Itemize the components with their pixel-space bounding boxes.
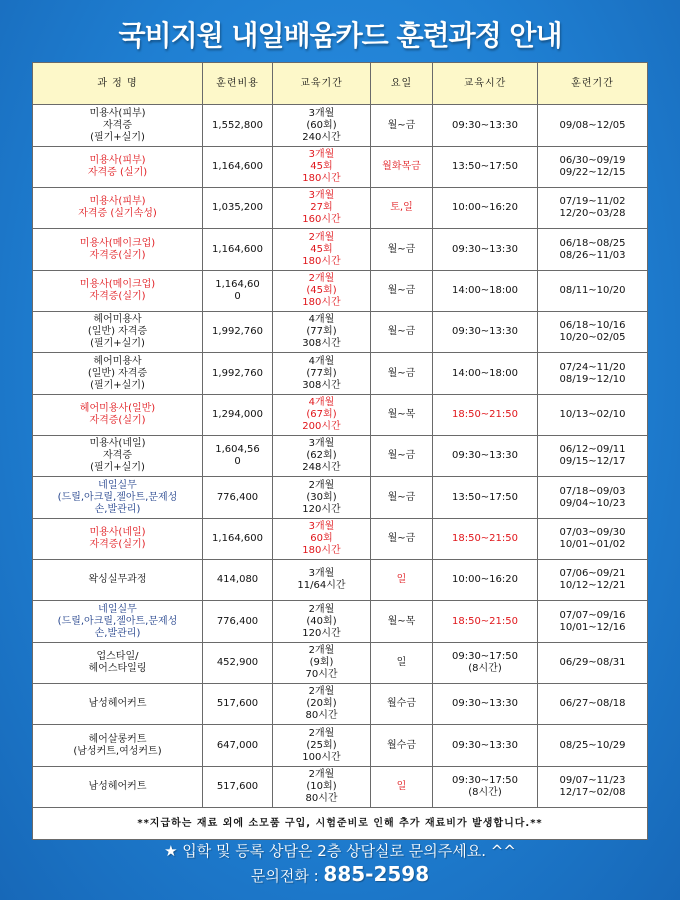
days-cell: 월~금 bbox=[371, 105, 433, 147]
days-cell: 일 bbox=[371, 560, 433, 601]
days-cell: 월~금 bbox=[371, 312, 433, 353]
dates-cell: 08/25~10/29 bbox=[538, 725, 648, 767]
period-cell: 3개월 45회 180시간 bbox=[273, 147, 371, 188]
table-row bbox=[33, 767, 648, 808]
time-cell: 09:30~13:30 bbox=[433, 229, 538, 271]
fee-cell: 647,000 bbox=[203, 725, 273, 767]
course-name-cell: 미용사(피부) 자격증 (실기속성) bbox=[33, 188, 203, 229]
table-row bbox=[33, 436, 648, 477]
page-title: 국비지원 내일배움카드 훈련과정 안내 bbox=[118, 19, 562, 52]
time-cell: 18:50~21:50 bbox=[433, 395, 538, 436]
fee-cell: 517,600 bbox=[203, 684, 273, 725]
course-name-cell: 헤어미용사 (일반) 자격증 (필기+실기) bbox=[33, 353, 203, 395]
table-row bbox=[33, 725, 648, 767]
course-name-cell: 남성헤어커트 bbox=[33, 684, 203, 725]
header-time: 교육시간 bbox=[433, 63, 538, 105]
fee-cell: 1,164,600 bbox=[203, 229, 273, 271]
days-cell: 월~목 bbox=[371, 601, 433, 643]
table-header-row bbox=[33, 63, 648, 105]
dates-cell: 06/18~08/25 08/26~11/03 bbox=[538, 229, 648, 271]
fee-cell: 1,604,56 0 bbox=[203, 436, 273, 477]
course-name-cell: 남성헤어커트 bbox=[33, 767, 203, 808]
header-fee: 훈련비용 bbox=[203, 63, 273, 105]
period-cell: 2개월 (45회) 180시간 bbox=[273, 271, 371, 312]
dates-cell: 06/30~09/19 09/22~12/15 bbox=[538, 147, 648, 188]
time-cell: 09:30~17:50 (8시간) bbox=[433, 643, 538, 684]
time-cell: 14:00~18:00 bbox=[433, 271, 538, 312]
dates-cell: 07/19~11/02 12/20~03/28 bbox=[538, 188, 648, 229]
table-row bbox=[33, 601, 648, 643]
days-cell: 월수금 bbox=[371, 725, 433, 767]
period-cell: 3개월 (60회) 240시간 bbox=[273, 105, 371, 147]
course-table bbox=[32, 62, 648, 840]
dates-cell: 07/06~09/21 10/12~12/21 bbox=[538, 560, 648, 601]
days-cell: 월수금 bbox=[371, 684, 433, 725]
course-name-cell: 헤어미용사 (일반) 자격증 (필기+실기) bbox=[33, 312, 203, 353]
course-name-cell: 미용사(메이크업) 자격증(실기) bbox=[33, 271, 203, 312]
fee-cell: 1,164,60 0 bbox=[203, 271, 273, 312]
fee-cell: 1,992,760 bbox=[203, 312, 273, 353]
header-dates: 훈련기간 bbox=[538, 63, 648, 105]
period-cell: 2개월 (20회) 80시간 bbox=[273, 684, 371, 725]
table-row bbox=[33, 271, 648, 312]
dates-cell: 09/08~12/05 bbox=[538, 105, 648, 147]
table-row bbox=[33, 188, 648, 229]
days-cell: 일 bbox=[371, 767, 433, 808]
fee-cell: 1,164,600 bbox=[203, 519, 273, 560]
fee-cell: 1,294,000 bbox=[203, 395, 273, 436]
period-cell: 4개월 (77회) 308시간 bbox=[273, 312, 371, 353]
days-cell: 월~금 bbox=[371, 229, 433, 271]
course-name-cell: 미용사(메이크업) 자격증(실기) bbox=[33, 229, 203, 271]
dates-cell: 09/07~11/23 12/17~02/08 bbox=[538, 767, 648, 808]
course-name-cell: 네일실무 (드릴,아크릴,젤아트,문제성 손,발관리) bbox=[33, 601, 203, 643]
days-cell: 월화목금 bbox=[371, 147, 433, 188]
course-name-cell: 미용사(네일) 자격증 (필기+실기) bbox=[33, 436, 203, 477]
period-cell: 3개월 11/64시간 bbox=[273, 560, 371, 601]
days-cell: 월~금 bbox=[371, 271, 433, 312]
table-row bbox=[33, 519, 648, 560]
dates-cell: 07/18~09/03 09/04~10/23 bbox=[538, 477, 648, 519]
time-cell: 18:50~21:50 bbox=[433, 519, 538, 560]
fee-cell: 414,080 bbox=[203, 560, 273, 601]
dates-cell: 07/24~11/20 08/19~12/10 bbox=[538, 353, 648, 395]
table-row bbox=[33, 353, 648, 395]
time-cell: 09:30~17:50 (8시간) bbox=[433, 767, 538, 808]
days-cell: 월~금 bbox=[371, 353, 433, 395]
dates-cell: 07/07~09/16 10/01~12/16 bbox=[538, 601, 648, 643]
time-cell: 09:30~13:30 bbox=[433, 684, 538, 725]
course-name-cell: 네일실무 (드릴,아크릴,젤아트,문제성 손,발관리) bbox=[33, 477, 203, 519]
course-name-cell: 미용사(피부) 자격증 (실기) bbox=[33, 147, 203, 188]
table-row bbox=[33, 684, 648, 725]
period-cell: 2개월 (9회) 70시간 bbox=[273, 643, 371, 684]
fee-cell: 1,035,200 bbox=[203, 188, 273, 229]
period-cell: 4개월 (67회) 200시간 bbox=[273, 395, 371, 436]
phone-number: 885-2598 bbox=[323, 862, 430, 886]
material-fee-note: **지급하는 재료 외에 소모품 구입, 시험준비로 인해 추가 재료비가 발생합니다.** bbox=[33, 808, 648, 840]
phone-label: 문의전화 : bbox=[250, 867, 319, 885]
days-cell: 월~금 bbox=[371, 436, 433, 477]
dates-cell: 06/12~09/11 09/15~12/17 bbox=[538, 436, 648, 477]
fee-cell: 1,992,760 bbox=[203, 353, 273, 395]
dates-cell: 10/13~02/10 bbox=[538, 395, 648, 436]
time-cell: 18:50~21:50 bbox=[433, 601, 538, 643]
days-cell: 월~금 bbox=[371, 477, 433, 519]
dates-cell: 06/27~08/18 bbox=[538, 684, 648, 725]
period-cell: 2개월 (30회) 120시간 bbox=[273, 477, 371, 519]
table-row bbox=[33, 560, 648, 601]
days-cell: 토,일 bbox=[371, 188, 433, 229]
period-cell: 3개월 27회 160시간 bbox=[273, 188, 371, 229]
period-cell: 3개월 (62회) 248시간 bbox=[273, 436, 371, 477]
time-cell: 10:00~16:20 bbox=[433, 560, 538, 601]
fee-cell: 517,600 bbox=[203, 767, 273, 808]
fee-cell: 1,552,800 bbox=[203, 105, 273, 147]
header-course: 과 정 명 bbox=[33, 63, 203, 105]
time-cell: 13:50~17:50 bbox=[433, 477, 538, 519]
time-cell: 09:30~13:30 bbox=[433, 436, 538, 477]
consultation-notice: ★ 입학 및 등록 상담은 2층 상담실로 문의주세요. ^^ bbox=[164, 842, 516, 860]
dates-cell: 08/11~10/20 bbox=[538, 271, 648, 312]
table-row bbox=[33, 395, 648, 436]
course-name-cell: 미용사(피부) 자격증 (필기+실기) bbox=[33, 105, 203, 147]
table-row bbox=[33, 643, 648, 684]
header-period: 교육기간 bbox=[273, 63, 371, 105]
fee-cell: 1,164,600 bbox=[203, 147, 273, 188]
dates-cell: 06/29~08/31 bbox=[538, 643, 648, 684]
table-row bbox=[33, 147, 648, 188]
course-name-cell: 업스타일/ 헤어스타일링 bbox=[33, 643, 203, 684]
dates-cell: 07/03~09/30 10/01~01/02 bbox=[538, 519, 648, 560]
course-name-cell: 미용사(네일) 자격증(실기) bbox=[33, 519, 203, 560]
period-cell: 4개월 (77회) 308시간 bbox=[273, 353, 371, 395]
course-name-cell: 왁싱실무과정 bbox=[33, 560, 203, 601]
fee-cell: 452,900 bbox=[203, 643, 273, 684]
time-cell: 14:00~18:00 bbox=[433, 353, 538, 395]
table-row bbox=[33, 312, 648, 353]
period-cell: 2개월 45회 180시간 bbox=[273, 229, 371, 271]
table-row bbox=[33, 477, 648, 519]
period-cell: 2개월 (10회) 80시간 bbox=[273, 767, 371, 808]
fee-cell: 776,400 bbox=[203, 477, 273, 519]
time-cell: 09:30~13:30 bbox=[433, 312, 538, 353]
time-cell: 10:00~16:20 bbox=[433, 188, 538, 229]
time-cell: 13:50~17:50 bbox=[433, 147, 538, 188]
period-cell: 2개월 (40회) 120시간 bbox=[273, 601, 371, 643]
period-cell: 3개월 60회 180시간 bbox=[273, 519, 371, 560]
fee-cell: 776,400 bbox=[203, 601, 273, 643]
period-cell: 2개월 (25회) 100시간 bbox=[273, 725, 371, 767]
time-cell: 09:30~13:30 bbox=[433, 725, 538, 767]
course-name-cell: 헤어미용사(일반) 자격증(실기) bbox=[33, 395, 203, 436]
table-row bbox=[33, 105, 648, 147]
header-days: 요일 bbox=[371, 63, 433, 105]
dates-cell: 06/18~10/16 10/20~02/05 bbox=[538, 312, 648, 353]
course-table-container bbox=[32, 62, 647, 840]
days-cell: 월~금 bbox=[371, 519, 433, 560]
course-name-cell: 헤어살롱커트 (남성커트,여성커트) bbox=[33, 725, 203, 767]
days-cell: 일 bbox=[371, 643, 433, 684]
days-cell: 월~목 bbox=[371, 395, 433, 436]
contact-phone bbox=[0, 862, 680, 886]
table-row bbox=[33, 229, 648, 271]
time-cell: 09:30~13:30 bbox=[433, 105, 538, 147]
